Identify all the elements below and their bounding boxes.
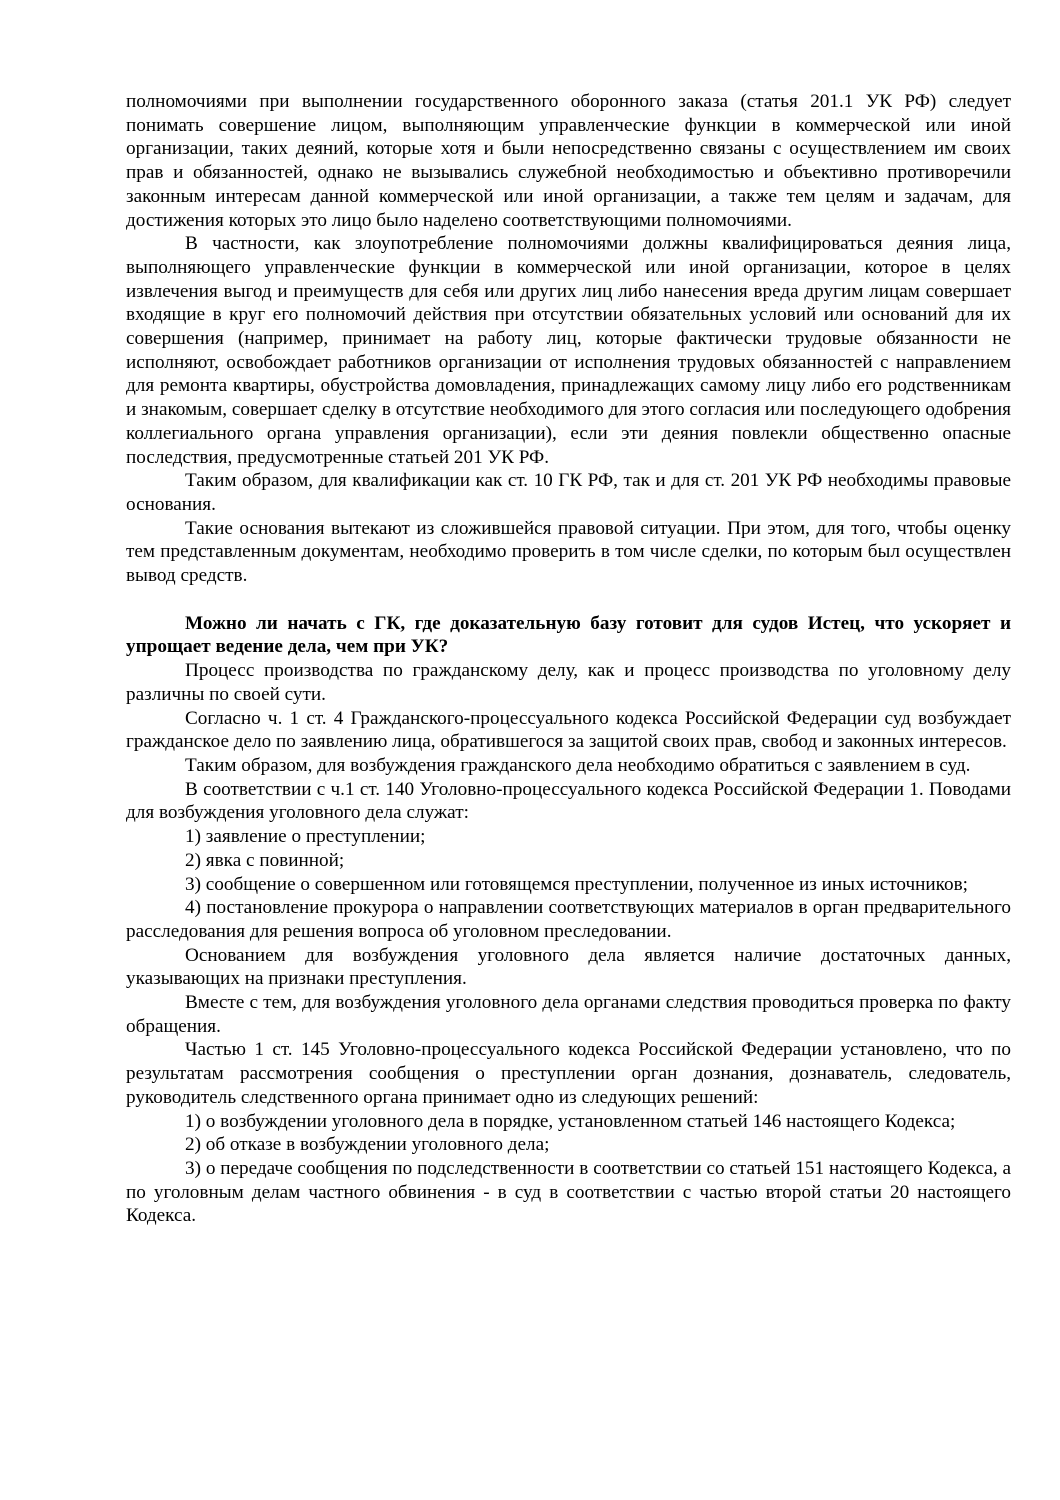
paragraph: Частью 1 ст. 145 Уголовно-процессуального кодекса Российской Федерации установлено, что по результатам рассмотрения сообщения о преступлении орган дознания, дознаватель, следователь, руководитель следственного органа принимает одно из следующих решений: (126, 1039, 1011, 1108)
document-page (126, 90, 1011, 1228)
list-item: 2) об отказе в возбуждении уголовного дела; (185, 1134, 550, 1156)
paragraph: Таким образом, для квалификации как ст. 10 ГК РФ, так и для ст. 201 УК РФ необходимы правовые основания. (126, 470, 1011, 515)
paragraph: Такие основания вытекают из сложившейся правовой ситуации. При этом, для того, чтобы оценку тем представленным документам, необходимо проверить в том числе сделки, по которым был осуществлен вывод средств. (126, 517, 1011, 587)
section-heading: Можно ли начать с ГК, где доказательную базу готовит для судов Истец, что ускоряет и упрощает ведение дела, чем при УК? (126, 612, 1011, 658)
list-item: 3) о передаче сообщения по подследственности в соответствии со статьей 151 настоящего Кодекса, а по уголовным делам частного обвинения - в суд в соответствии с частью второй статьи 20 настоящего Кодекса. (126, 1157, 1011, 1227)
list-item: 2) явка с повинной; (185, 849, 345, 871)
paragraph: Таким образом, для возбуждения гражданского дела необходимо обратиться с заявлением в суд. (185, 754, 971, 776)
list-item: 1) заявление о преступлении; (185, 826, 426, 848)
paragraph: Согласно ч. 1 ст. 4 Гражданского-процессуального кодекса Российской Федерации суд возбуждает гражданское дело по заявлению лица, обратившегося за защитой своих прав, свобод и законных интересов. (126, 707, 1011, 753)
list-item: 4) постановление прокурора о направлении соответствующих материалов в орган предварительного расследования для решения вопроса об уголовном преследовании. (126, 897, 1011, 942)
paragraph: Вместе с тем, для возбуждения уголовного дела органами следствия проводиться проверка по факту обращения. (126, 992, 1011, 1037)
paragraph: В соответствии с ч.1 ст. 140 Уголовно-процессуального кодекса Российской Федерации 1. Поводами для возбуждения уголовного дела служат: (126, 778, 1011, 824)
section-spacer (126, 588, 1011, 612)
paragraph: Процесс производства по гражданскому делу, как и процесс производства по уголовному делу различны по своей сути. (126, 660, 1011, 705)
paragraph: Основанием для возбуждения уголовного дела является наличие достаточных данных, указывающих на признаки преступления. (126, 944, 1011, 990)
paragraph: полномочиями при выполнении государственного оборонного заказа (статья 201.1 УК РФ) следует понимать совершение лицом, выполняющим управленческие функции в коммерческой или иной организации, таких деяний, которые хотя и были непосредственно связаны с осуществлением им своих прав и обязанностей, однако не вызывались служебной необходимостью и объективно противоречили законным интересам данной коммерческой или иной организации, а также тем целям и задачам, для достижения которых это лицо было наделено соответствующими полномочиями. (126, 91, 1011, 231)
paragraph: В частности, как злоупотребление полномочиями должны квалифицироваться деяния лица, выполняющего управленческие функции в коммерческой или иной организации, которое в целях извлечения выгод и преимуществ для себя или других лиц либо нанесения вреда другим лицам совершает входящие в круг его полномочий действия при отсутствии обязательных условий или оснований для их совершения (например, принимает на работу лиц, которые фактически трудовые обязанности не исполняют, освобождает работников организации от исполнения трудовых обязанностей с направлением для ремонта квартиры, обустройства домовладения, принадлежащих самому лицу либо его родственникам и знакомым, совершает сделку в отсутствие необходимого для этого согласия или последующего одобрения коллегиального органа управления организации), если эти деяния повлекли общественно опасные последствия, предусмотренные статьей 201 УК РФ. (126, 233, 1011, 468)
list-item: 3) сообщение о совершенном или готовящемся преступлении, полученное из иных источников; (185, 873, 968, 895)
list-item: 1) о возбуждении уголовного дела в порядке, установленном статьей 146 настоящего Кодекса; (185, 1110, 956, 1132)
